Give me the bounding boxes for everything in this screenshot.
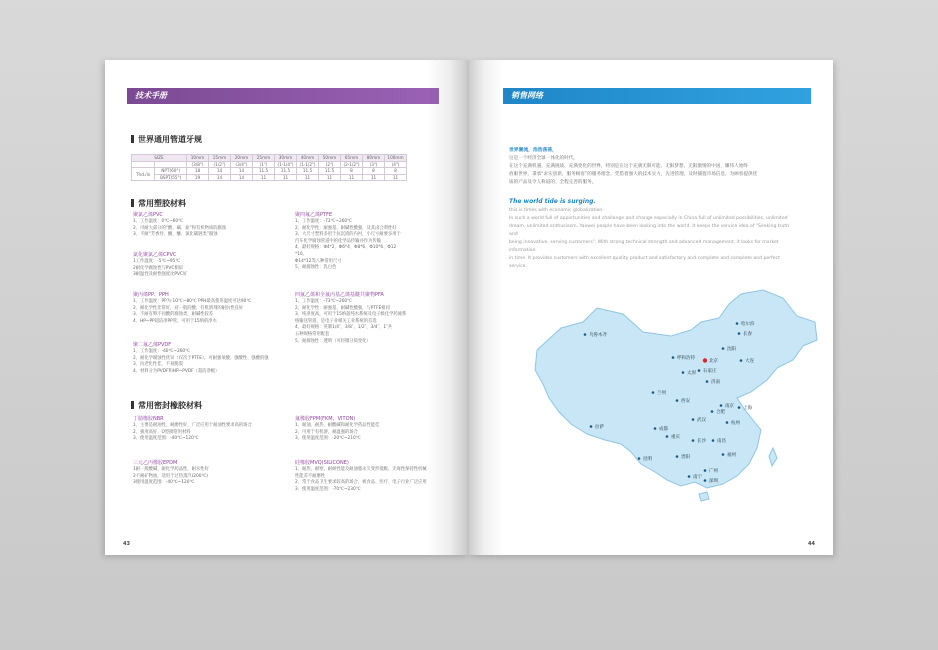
thread-spec-table [131,154,407,181]
material-line: 汽车化学腐蚀管道中的化学品传输并作为传输 [295,238,381,244]
material-line: 2、耐化学性：耐强基、耐碱性酸强，与PTFE相同 [295,305,390,311]
china-sales-map [531,288,821,503]
city-marker [704,479,707,482]
table-row-group: Thd./in [132,168,155,181]
material-block-pfa [295,292,445,345]
material-line: 4、HP~PP超洁净PP管，可用于15纳的净水 [133,318,217,324]
table-size-cell: 100mm [385,155,407,162]
material-line: 3、不耐有卵不同酸的腐蚀类，耐碱性较差 [133,312,214,318]
left-header-bar: 技术手册 [127,88,439,104]
city-label: 太原 [687,371,696,376]
material-title: 氯化聚氯乙烯CPVC [133,252,177,258]
english-line: In such a world full of opportunities and challenge and change especially in China full of unlimited possibilities, unlimited [509,216,788,221]
intro-text [509,147,799,271]
material-line: *10。 [295,251,307,257]
city-marker [682,371,685,374]
material-line: 2、可耐大部分的“酸、碱、盐”和有机物质的腐蚀 [133,225,227,231]
city-marker [703,358,707,362]
material-block-epdm [133,460,283,487]
material-line: 3、使用温度范围：-40℃~120℃ [133,436,199,442]
table-size-label: SIZE [132,155,187,162]
city-marker [706,380,709,383]
city-marker [738,332,741,335]
city-label: 武汉 [697,418,706,423]
spine-shadow-left [427,60,469,555]
city-marker [688,475,691,478]
city-label: 石家庄 [703,369,717,374]
material-line: 2、耐化学腐蚀性优异（仅次于PTFE），可耐强氧酸、强酸性、强酸的强 [133,355,269,361]
city-marker [722,347,725,350]
material-block-fpm [295,416,445,443]
table-cell: 14 [231,168,253,175]
city-marker [638,457,641,460]
material-title: 聚四氟乙烯PTFE [295,212,333,218]
city-marker [712,439,715,442]
material-line: 4、最好规格：英制1/4″、3/8″、1/2″、3/4″、1″共 [295,325,393,331]
material-line: 性能差不耐磨性 [295,473,326,479]
left-page [105,60,469,555]
city-marker [722,453,725,456]
material-line: 3、不耐“芳香烃、酮、醚、氯化碳链类”腐蚀 [133,232,218,238]
table-size-cell: 30mm [275,155,297,162]
table-cell: 11 [385,174,407,181]
table-size-cell: 40mm [297,155,319,162]
table-size-cell: 10mm [187,155,209,162]
material-line: 1、工作温度：0℃~60℃ [133,219,183,224]
table-inch-cell: (1-1/4") [275,161,297,168]
material-block-pp [133,292,283,325]
table-row [132,174,407,181]
city-label: 长春 [743,332,752,337]
right-header-bar: 销售网络 [503,88,811,104]
english-line: this is times with economic globalization. [509,208,604,213]
table-std-cell: BSPT(55°) [155,174,187,181]
thread-section-title: 世界通用管道牙规 [131,134,202,145]
table-cell: 11 [319,174,341,181]
table-cell: 14 [231,174,253,181]
city-label: 大连 [745,359,754,364]
table-inch-cell: (3/8") [187,161,209,168]
table-inch-cell: (2") [319,161,341,168]
table-cell: 19 [187,174,209,181]
material-line: 1耐一般酸碱，耐化学药品性，耐水性好 [133,467,209,472]
table-size-cell: 65mm [341,155,363,162]
city-label: 贵阳 [681,455,690,460]
material-title: 硅橡胶MVQ(SILICONE) [295,460,349,466]
table-size-cell: 20mm [231,155,253,162]
city-marker [738,406,741,409]
material-line: 3、使用温度范围：-20℃~210℃ [295,436,361,442]
material-line: 2、常于食品卫生要求较高的场合，被食品、医疗、电子行业广泛应用 [295,480,427,486]
material-title: 聚氯乙烯PVC [133,212,163,218]
right-page [469,60,833,555]
material-block-pvc [133,212,283,239]
rubber-section-title: 常用密封橡胶材料 [131,400,202,411]
material-line: 2、耐化学性非常好，对一般的酸、有机溶剂的耐抗性良好 [133,305,244,311]
city-label: 济南 [711,380,720,385]
table-inch-cell: (3") [363,161,385,168]
city-label: 北京 [709,359,718,364]
english-line: in time. It provides customers with excellent quality product and satisfactory and complete and complete and perfect service. [509,256,780,269]
material-line: 1、工作温度：-40℃~260℃ [133,349,190,354]
city-label: 呼和浩特 [677,356,695,361]
table-cell: 8 [385,168,407,175]
city-marker [704,469,707,472]
hainan-island [699,492,709,501]
material-line: 2、强度高好，O型圈常用材料 [133,429,191,435]
table-size-cell: 80mm [363,155,385,162]
city-label: 拉萨 [595,425,604,430]
material-line: 3、抗老化性佳、不易脆裂 [133,362,183,368]
table-cell: 11.5 [275,168,297,175]
city-label: 南昌 [717,439,726,444]
intro-line: 质的产品及令人称道的、全程完善的服务。 [509,180,597,185]
material-line: 1工作温度：-5℃~95℃ [133,259,181,264]
city-marker [692,439,695,442]
table-inch-cell: (1-1/2") [297,161,319,168]
intro-line: 这是一个经济全球一体化的时代。 [509,156,578,161]
city-marker [584,333,587,336]
table-inch-cell: (3/4") [231,161,253,168]
city-label: 哈尔滨 [741,322,755,327]
material-line: Φ14*12等八种常用尺寸 [295,258,342,264]
material-block-silicone [295,460,445,493]
table-inch-cell: (4") [385,161,407,168]
material-line: 3、使用温度范围：-70℃~230℃ [295,486,361,492]
material-title: 四氟乙烯和全氟丙基乙烯基醚共聚物PFA [295,292,384,298]
city-marker [711,410,714,413]
city-marker [698,369,701,372]
intro-line: 在这个充满机遇、充满挑战、充满变化的世界，特别是在这个充满无限可能、无限梦想、无限激情的中国，耀伟人始终 [509,164,748,169]
table-size-cell: 25mm [253,155,275,162]
material-title: 聚二氟乙烯PVDF [133,342,172,348]
material-line: 1、工作温度：PP为-10℃~80℃ PPH最高使用温度可达90℃ [133,299,252,304]
material-block-ptfe [295,212,445,272]
intro-heading: 世界潮流，浩浩荡荡， [509,148,557,153]
page-number-right: 44 [808,541,815,547]
taiwan-island [769,448,777,466]
page-number-left: 43 [123,541,130,547]
table-cell: 11.5 [253,168,275,175]
city-marker [740,359,743,362]
table-cell: 11 [275,174,297,181]
material-line: 2不耐矿物油，适用于过热蒸汽(200℃) [133,473,208,479]
material-line: 5、耐腐蚀性：乳白色 [295,265,337,271]
table-cell: 11 [253,174,275,181]
material-block-pvdf [133,342,283,375]
city-marker [676,399,679,402]
city-label: 重庆 [671,435,680,440]
table-cell: 18 [187,168,209,175]
city-label: 成都 [659,427,668,432]
city-label: 广州 [709,469,718,474]
spine-shadow-right [469,60,503,555]
material-line: 4、材料分为PVDF和HP~PVDF（超洁净级） [133,368,220,374]
city-marker [652,391,655,394]
city-label: 南京 [725,404,734,409]
city-label: 西安 [681,399,690,404]
english-line: dream, unlimited enthusiasm, Yaowei people have been looking into the world. It keeps the service idea of "Seeking truth and [509,224,790,237]
table-size-cell: 15mm [209,155,231,162]
table-inch-cell: (1/2") [209,161,231,168]
material-line: 2、可用于有机溶、耐温强的场合 [295,429,358,435]
material-title: 氟橡胶FPM(FKM、VITON) [295,416,356,422]
brochure-spread [105,60,833,555]
material-line: 5、耐腐蚀性：透明（可轻微分质变化） [295,338,371,344]
table-cell: 8 [341,168,363,175]
city-label: 沈阳 [727,347,736,352]
material-title: 聚丙烯PP、PPH [133,292,169,298]
plastics-section-title: 常用塑胶材料 [131,198,186,209]
city-marker [654,427,657,430]
material-line: 2、耐化学性：耐强基、耐碱性酸强，及其卤合剂性好 [295,225,397,231]
material-line: 1、耐油、耐热、耐酸碱和耐化学药品性能佳 [295,423,380,428]
table-cell: 11 [341,174,363,181]
intro-line: 放眼世界，秉承“求实创新，服务顾客”的服务理念，凭借着强大的技术实力，先进管理，及时捕捉市场信息，为顾客提供优 [509,172,758,177]
material-block-cpvc [133,252,283,279]
material-line: 1、工作温度：-73℃~260℃ [295,299,352,304]
city-marker [726,421,729,424]
city-label: 乌鲁木齐 [589,333,607,338]
material-line: 五种规格常用配套 [295,331,330,337]
table-cell: 8 [363,168,385,175]
city-label: 昆明 [643,457,652,462]
table-cell: 11 [363,174,385,181]
city-marker [672,356,675,359]
table-size-cell: 50mm [319,155,341,162]
table-std-cell: NPT(60°) [155,168,187,175]
city-marker [590,425,593,428]
material-line: 1、耐热、耐寒、耐候性能及耐油脂永久变形低级，无毒性保持性机械 [295,467,427,472]
city-label: 合肥 [716,410,725,415]
material-line: 3、纯净度高，可用于15纳超纯水系统及电子级化学药液系 [295,312,407,318]
city-label: 福州 [727,453,736,458]
material-line: 3耐温性及耐性强度比PVC好 [133,272,188,278]
material-line: 2耐化学腐蚀性与PVC相似 [133,265,183,271]
table-cell: 11 [297,174,319,181]
material-line: 统输送管道，是电子业相关工业系统的首选 [295,318,377,324]
city-marker [676,455,679,458]
table-inch-cell: (1") [253,161,275,168]
city-marker [720,404,723,407]
city-label: 杭州 [731,421,740,426]
material-title: 三元乙丙橡胶EPDM [133,460,178,466]
table-cell: 11.5 [297,168,319,175]
material-line: 1、工作温度：-73℃~260℃ [295,219,352,224]
material-line: 4、最好规格：Φ4*2、Φ6*4、Φ8*6、Φ10*6、Φ12 [295,245,397,251]
table-inch-cell: (2-1/2") [341,161,363,168]
table-cell: 11.5 [319,168,341,175]
city-marker [692,418,695,421]
material-block-nbr [133,416,283,443]
city-label: 长沙 [697,439,706,444]
table-cell: 14 [209,168,231,175]
table-cell: 14 [209,174,231,181]
city-label: 南宁 [693,475,702,480]
material-title: 丁腈橡胶NBR [133,416,164,422]
city-label: 兰州 [657,391,666,396]
city-marker [736,322,739,325]
city-label: 上海 [743,406,752,411]
city-label: 深圳 [709,479,718,484]
material-line: 3、大尺寸塑料多用于抗沉渣的内衬，小尺寸耐要多用于 [295,232,401,238]
english-line: being innovative, serving customers". With strong technical strength and advanced management, it looks for market information [509,240,779,253]
city-marker [666,435,669,438]
english-heading: The world tide is surging. [509,198,596,205]
material-line: 1、主要是耐油性、耐磨性好，广泛应用于耐油性要求高的场合 [133,423,252,428]
material-line: 3使用温度范围：-40℃~120℃ [133,480,195,486]
